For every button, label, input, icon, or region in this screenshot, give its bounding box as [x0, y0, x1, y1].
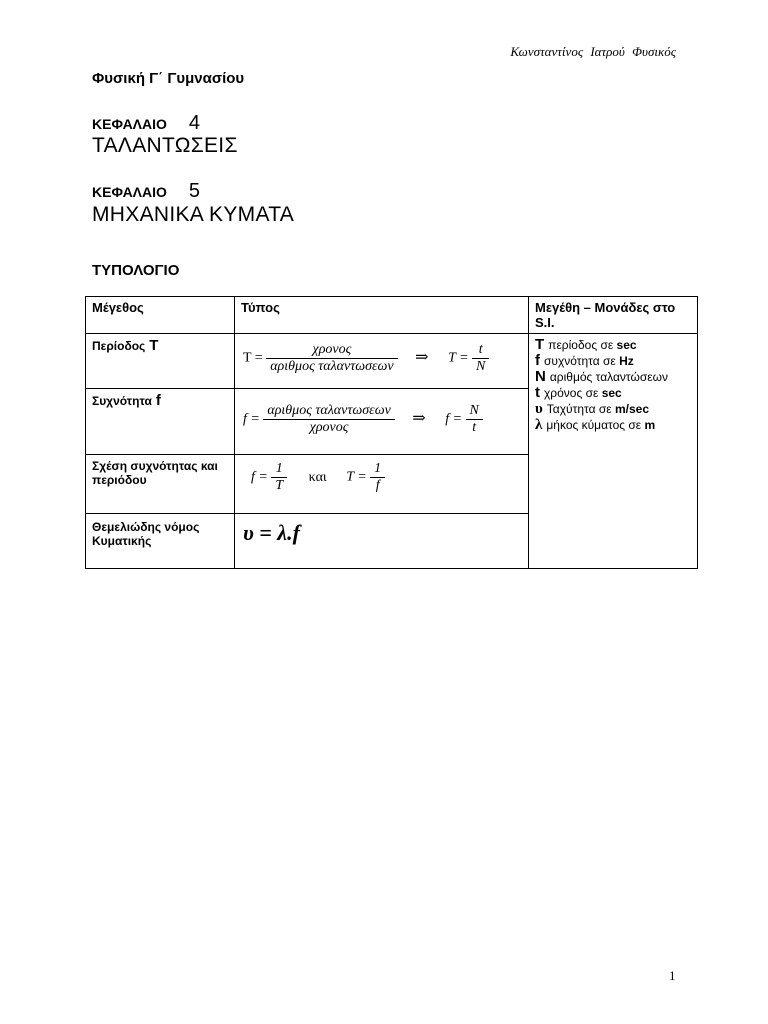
frequency-formula — [243, 403, 483, 436]
formula-lhs: f = — [243, 411, 260, 427]
quantity-cell — [86, 514, 235, 569]
denominator: χρονος — [263, 419, 394, 436]
numerator: t — [478, 342, 483, 357]
formula-lhs-2: T = — [448, 350, 469, 366]
implies-arrow: ⇒ — [412, 409, 426, 427]
fraction — [263, 403, 394, 436]
implies-arrow: ⇒ — [415, 348, 429, 366]
numerator: χρονος — [312, 342, 352, 357]
quantity-cell — [86, 389, 235, 455]
denominator: N — [472, 358, 489, 375]
chapter-number: 5 — [188, 180, 201, 202]
quantity-symbol: T — [149, 337, 159, 354]
quantity-name: Σχέση συχνότητας και περιόδου — [92, 459, 218, 487]
chapter-label-text: ΚΕΦΑΛΑΙΟ — [92, 184, 167, 200]
fraction — [370, 461, 385, 494]
wave-law-formula: υ = λ.f — [243, 520, 300, 545]
quantity-symbol: f — [155, 392, 161, 409]
formula-lhs: f = — [251, 469, 268, 485]
fraction — [472, 342, 489, 375]
quantity-name: Περίοδος — [92, 339, 146, 353]
formula-lhs: T = — [243, 350, 263, 366]
chapter-number: 4 — [188, 112, 201, 134]
unit-line: υ Ταχύτητα σε m/sec — [535, 401, 649, 417]
header-units: Μεγέθη – Μονάδες στο S.I. — [529, 297, 698, 334]
fraction — [266, 342, 397, 375]
course-title: Φυσική Γ΄ Γυμνασίου — [92, 70, 245, 87]
formula-table — [85, 296, 698, 569]
formula-cell — [235, 389, 529, 455]
conjunction: και — [308, 469, 327, 485]
table-header-row — [86, 297, 698, 334]
quantity-cell — [86, 334, 235, 389]
formula-cell — [235, 514, 529, 569]
unit-line: f συχνότητα σε Hz — [535, 352, 634, 369]
chapter-4-label — [92, 112, 200, 135]
quantity-name: Θεμελιώδης νόμος Κυματικής — [92, 520, 200, 548]
table-row — [86, 334, 698, 389]
fraction — [271, 461, 287, 494]
header-quantity: Μέγεθος — [86, 297, 235, 334]
quantity-cell — [86, 455, 235, 514]
denominator: T — [271, 477, 287, 494]
unit-line: T περίοδος σε sec — [535, 336, 637, 353]
chapter-4-title: ΤΑΛΑΝΤΩΣΕΙΣ — [92, 134, 238, 157]
formula-cell — [235, 455, 529, 514]
formula-cell — [235, 334, 529, 389]
relation-formula — [251, 461, 385, 494]
numerator: 1 — [275, 461, 283, 476]
quantity-name: Συχνότητα — [92, 394, 152, 408]
period-formula — [243, 342, 489, 375]
unit-line: t χρόνος σε sec — [535, 384, 622, 401]
section-title: ΤΥΠΟΛΟΓΙΟ — [92, 262, 180, 279]
numerator: 1 — [374, 461, 382, 476]
denominator: f — [370, 477, 385, 494]
numerator: αριθμος ταλαντωσεων — [267, 403, 391, 418]
fraction — [466, 403, 483, 436]
units-cell — [529, 334, 698, 569]
header-formula: Τύπος — [235, 297, 529, 334]
unit-line: λ μήκος κύματος σε m — [535, 417, 656, 433]
denominator: αριθμος ταλαντωσεων — [266, 358, 397, 375]
page-number: 1 — [669, 968, 676, 983]
chapter-label-text: ΚΕΦΑΛΑΙΟ — [92, 116, 167, 132]
unit-line: N αριθμός ταλαντώσεων — [535, 368, 668, 385]
numerator: N — [469, 403, 479, 418]
formula-lhs-2: T = — [346, 469, 367, 485]
chapter-5-label — [92, 180, 200, 203]
denominator: t — [466, 419, 483, 436]
author-name: Κωνσταντίνος Ιατρού Φυσικός — [510, 44, 676, 59]
formula-lhs-2: f = — [445, 411, 463, 427]
chapter-5-title: ΜΗΧΑΝΙΚΑ ΚΥΜΑΤΑ — [92, 203, 295, 226]
